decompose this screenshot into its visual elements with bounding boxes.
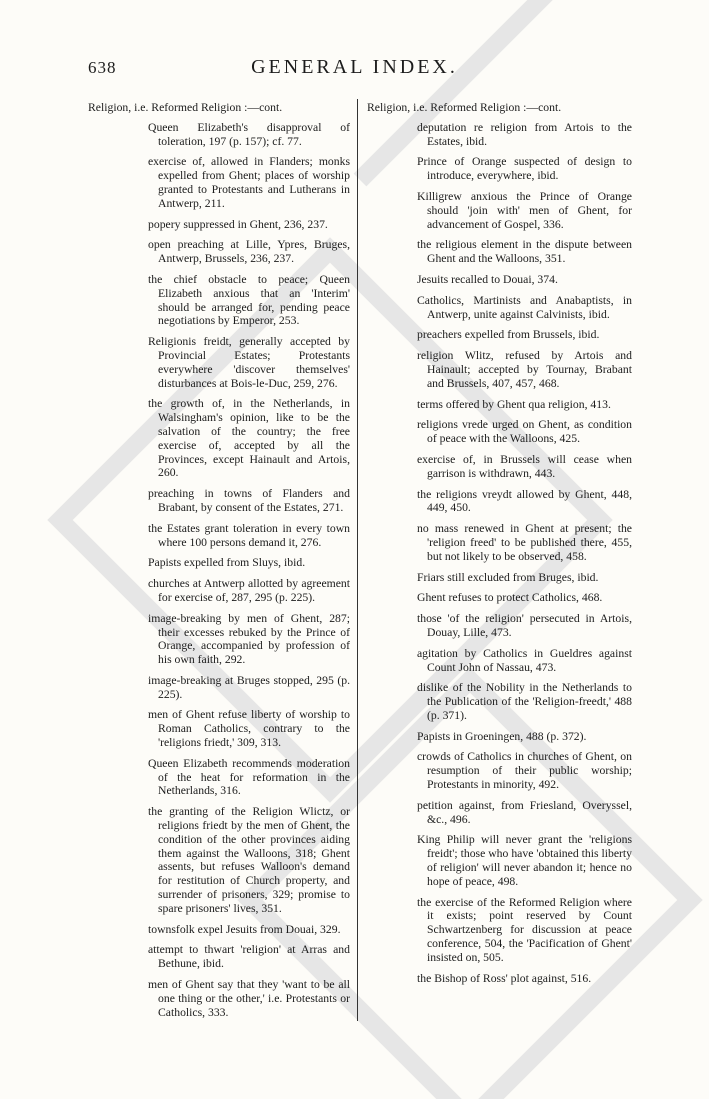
left-column: [88, 101, 350, 1041]
index-entry: the growth of, in the Netherlands, in Walsingham's opinion, like to be the salvation of the country; the free exercise of, accepted by all the Provinces, except Hainault and Artois, 260.: [148, 397, 350, 480]
index-entries: [88, 121, 350, 1020]
index-entry: no mass renewed in Ghent at present; the 'religion freed' to be published there, 455, but not likely to be observed, 458.: [417, 522, 632, 563]
index-entry: preachers expelled from Brussels, ibid.: [417, 328, 600, 342]
index-entry: Prince of Orange suspected of design to introduce, everywhere, ibid.: [417, 155, 632, 183]
index-entry: preaching in towns of Flanders and Brabant, by consent of the Estates, 271.: [148, 487, 350, 514]
index-entry: religion Wlitz, refused by Artois and Hainault; accepted by Tournay, Brabant and Brussels, 407, 457, 468.: [417, 349, 632, 390]
index-entry: Papists in Groeningen, 488 (p. 372).: [417, 729, 587, 743]
index-entry: men of Ghent say that they 'want to be all one thing or the other,' i.e. Protestants or Catholics, 333.: [148, 978, 350, 1019]
page-title: GENERAL INDEX.: [251, 56, 458, 78]
index-heading: Religion, i.e. Reformed Religion :—cont.: [88, 101, 283, 114]
index-entry: Killigrew anxious the Prince of Orange should 'join with' men of Ghent, for advancement of Gospel, 336.: [417, 189, 632, 231]
index-entry: open preaching at Lille, Ypres, Bruges, Antwerp, Brussels, 236, 237.: [148, 238, 350, 266]
right-column: [367, 101, 632, 1041]
index-entry: deputation re religion from Artois to the Estates, ibid.: [417, 120, 632, 148]
index-entry: the exercise of the Reformed Religion where it exists; point reserved by Count Schwartzenberg for discussion at peace conference, 504, the 'Pacification of Ghent' insisted on, 505.: [417, 895, 632, 964]
index-entry: exercise of, in Brussels will cease when garrison is withdrawn, 443.: [417, 452, 632, 480]
index-entry: dislike of the Nobility in the Netherlands to the Publication of the 'Religion-freedt,' 488 (p. 371).: [417, 681, 632, 722]
index-entry: attempt to thwart 'religion' at Arras and Bethune, ibid.: [148, 943, 350, 971]
index-entry: Papists expelled from Sluys, ibid.: [148, 556, 306, 570]
index-entry: churches at Antwerp allotted by agreement for exercise of, 287, 295 (p. 225).: [148, 577, 350, 604]
index-entry: townsfolk expel Jesuits from Douai, 329.: [148, 922, 341, 936]
index-entry: those 'of the religion' persecuted in Artois, Douay, Lille, 473.: [417, 612, 632, 639]
index-entry: terms offered by Ghent qua religion, 413.: [417, 397, 611, 411]
index-entry: Jesuits recalled to Douai, 374.: [417, 272, 558, 286]
index-entry: King Philip will never grant the 'religions freidt'; those who have 'obtained this liberty of religion' will never abandon it; hence no hope of peace, 498.: [417, 833, 632, 888]
index-entries: [367, 121, 632, 986]
index-entry: image-breaking by men of Ghent, 287; their excesses rebuked by the Prince of Orange, accompanied by profession of his own faith, 292.: [148, 611, 350, 667]
index-entry: Religionis freidt, generally accepted by Provincial Estates; Protestants everywhere 'discover themselves' disturbances at Bois-le-Duc, 259, 276.: [148, 335, 350, 390]
index-entry: Ghent refuses to protect Catholics, 468.: [417, 591, 603, 605]
index-entry: the religions vreydt allowed by Ghent, 448, 449, 450.: [417, 487, 632, 515]
index-entry: the Bishop of Ross' plot against, 516.: [417, 971, 592, 985]
index-entry: Friars still excluded from Bruges, ibid.: [417, 570, 599, 584]
index-entry: image-breaking at Bruges stopped, 295 (p. 225).: [148, 673, 350, 701]
index-entry: Queen Elizabeth recommends moderation of the heat for reformation in the Netherlands, 316.: [148, 756, 350, 798]
index-entry: Queen Elizabeth's disapproval of toleration, 197 (p. 157); cf. 77.: [148, 120, 350, 148]
index-entry: agitation by Catholics in Gueldres against Count John of Nassau, 473.: [417, 646, 632, 674]
index-entry: petition against, from Friesland, Overyssel, &c., 496.: [417, 798, 632, 826]
index-entry: popery suppressed in Ghent, 236, 237.: [148, 217, 328, 231]
index-entry: the granting of the Religion Wlictz, or religions friedt by the men of Ghent, the condition of the other provinces aiding them against the Walloons, 318; Ghent assents, but refuses Walloon's demand for restitution of Church property, and surrender of prisoners, 329; promise to spare prisoners' lives, 351.: [148, 805, 350, 915]
page-number: 638: [88, 58, 117, 77]
index-entry: the chief obstacle to peace; Queen Elizabeth anxious that an 'Interim' should be arranged for, pending peace negotiations by Emperor, 253.: [148, 272, 350, 328]
index-heading: Religion, i.e. Reformed Religion :—cont.: [367, 101, 562, 114]
index-entry: religions vrede urged on Ghent, as condition of peace with the Walloons, 425.: [417, 418, 632, 446]
column-divider: [357, 99, 358, 1021]
index-entry: men of Ghent refuse liberty of worship to Roman Catholics, contrary to the 'religions friedt,' 309, 313.: [148, 708, 350, 750]
index-entry: exercise of, allowed in Flanders; monks expelled from Ghent; places of worship granted to Protestants and Lutherans in Antwerp, 211.: [148, 155, 350, 210]
index-entry: Catholics, Martinists and Anabaptists, in Antwerp, unite against Calvinists, ibid.: [417, 293, 632, 321]
index-entry: the Estates grant toleration in every town where 100 persons demand it, 276.: [148, 521, 350, 549]
index-entry: crowds of Catholics in churches of Ghent, on resumption of their public worship; Protestants in minority, 492.: [417, 750, 632, 792]
index-entry: the religious element in the dispute between Ghent and the Walloons, 351.: [417, 238, 632, 266]
